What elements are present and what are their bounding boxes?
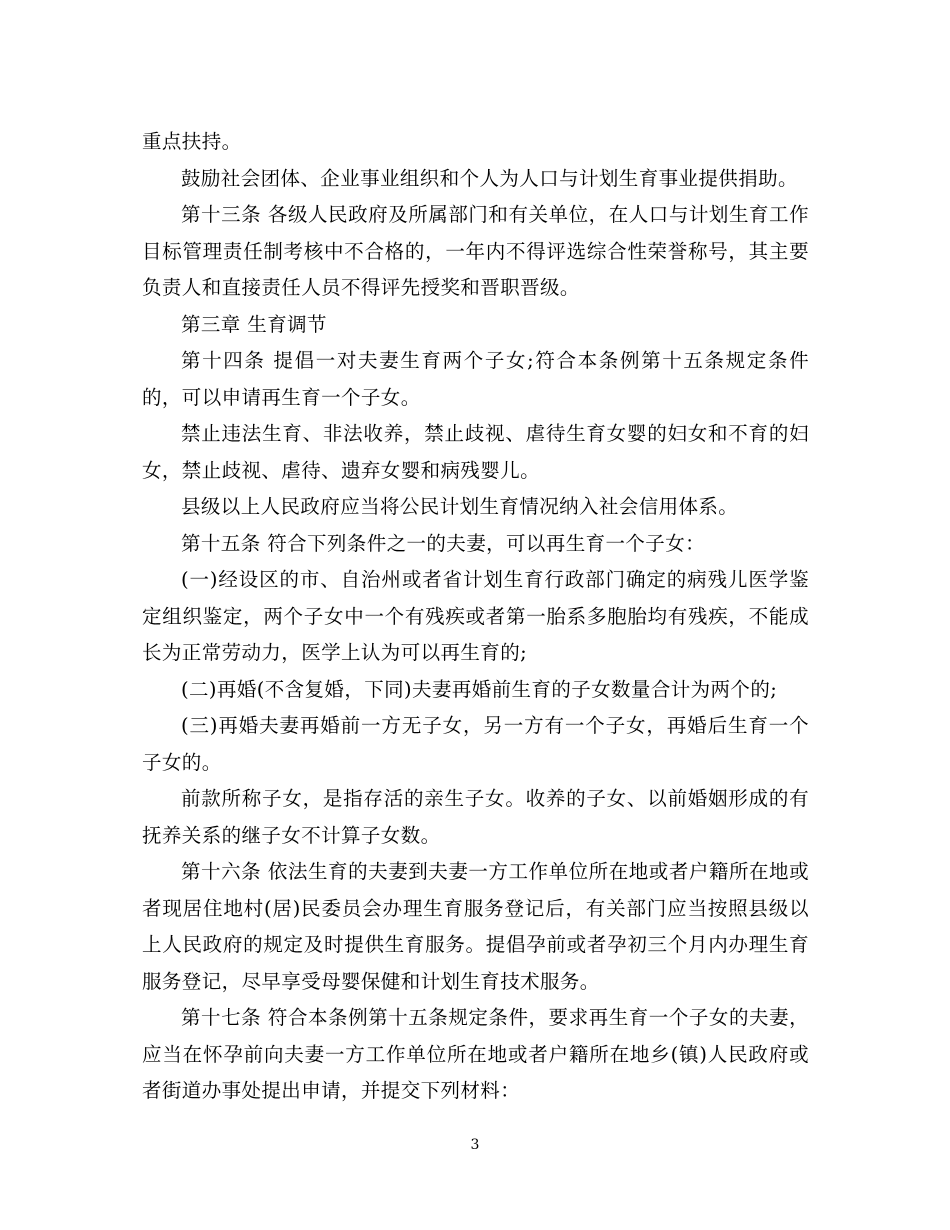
paragraph-donation: 鼓励社会团体、企业事业组织和个人为人口与计划生育事业提供捐助。: [181, 166, 798, 190]
paragraph-article-16: 第十六条 依法生育的夫妻到夫妻一方工作单位所在地或者户籍所在地或者现居住地村(居)民委员会办理生育服务登记后，有关部门应当按照县级以上人民政府的规定及时提供生育服务。提倡孕前或者孕初三个月内办理生育服务登记，尽早享受母婴保健和计划生育技术服务。: [142, 860, 809, 993]
paragraph-article-14: 第十四条 提倡一对夫妻生育两个子女;符合本条例第十五条规定条件的，可以申请再生育一个子女。: [142, 349, 809, 409]
paragraph-credit-system: 县级以上人民政府应当将公民计划生育情况纳入社会信用体系。: [181, 495, 739, 518]
page-number: 3: [470, 1137, 480, 1153]
paragraph-article-15: 第十五条 符合下列条件之一的夫妻，可以再生育一个子女：: [181, 531, 705, 555]
paragraph-prohibition: 禁止违法生育、非法收养，禁止歧视、虐待生育女婴的妇女和不育的妇女，禁止歧视、虐待、遗弃女婴和病残婴儿。: [142, 422, 809, 482]
paragraph-continuation: 重点扶持。: [142, 130, 242, 153]
paragraph-article-17: 第十七条 符合本条例第十五条规定条件，要求再生育一个子女的夫妻，应当在怀孕前向夫妻一方工作单位所在地或者户籍所在地乡(镇)人民政府或者街道办事处提出申请，并提交下列材料：: [142, 1006, 809, 1102]
paragraph-item-2: (二)再婚(不含复婚，下同)夫妻再婚前生育的子女数量合计为两个的;: [181, 677, 778, 701]
document-body: [142, 124, 809, 1110]
paragraph-children-definition: 前款所称子女，是指存活的亲生子女。收养的子女、以前婚姻形成的有抚养关系的继子女不计算子女数。: [142, 787, 809, 847]
paragraph-item-3: (三)再婚夫妻再婚前一方无子女，另一方有一个子女，再婚后生育一个子女的。: [142, 714, 809, 774]
paragraph-item-1: (一)经设区的市、自治州或者省计划生育行政部门确定的病残儿医学鉴定组织鉴定，两个子女中一个有残疾或者第一胎系多胞胎均有残疾，不能成长为正常劳动力，医学上认为可以再生育的;: [142, 568, 809, 664]
chapter-heading: 第三章 生育调节: [181, 312, 327, 336]
paragraph-article-13: 第十三条 各级人民政府及所属部门和有关单位，在人口与计划生育工作目标管理责任制考核中不合格的，一年内不得评选综合性荣誉称号，其主要负责人和直接责任人员不得评先授奖和晋职晋级。: [142, 203, 809, 299]
